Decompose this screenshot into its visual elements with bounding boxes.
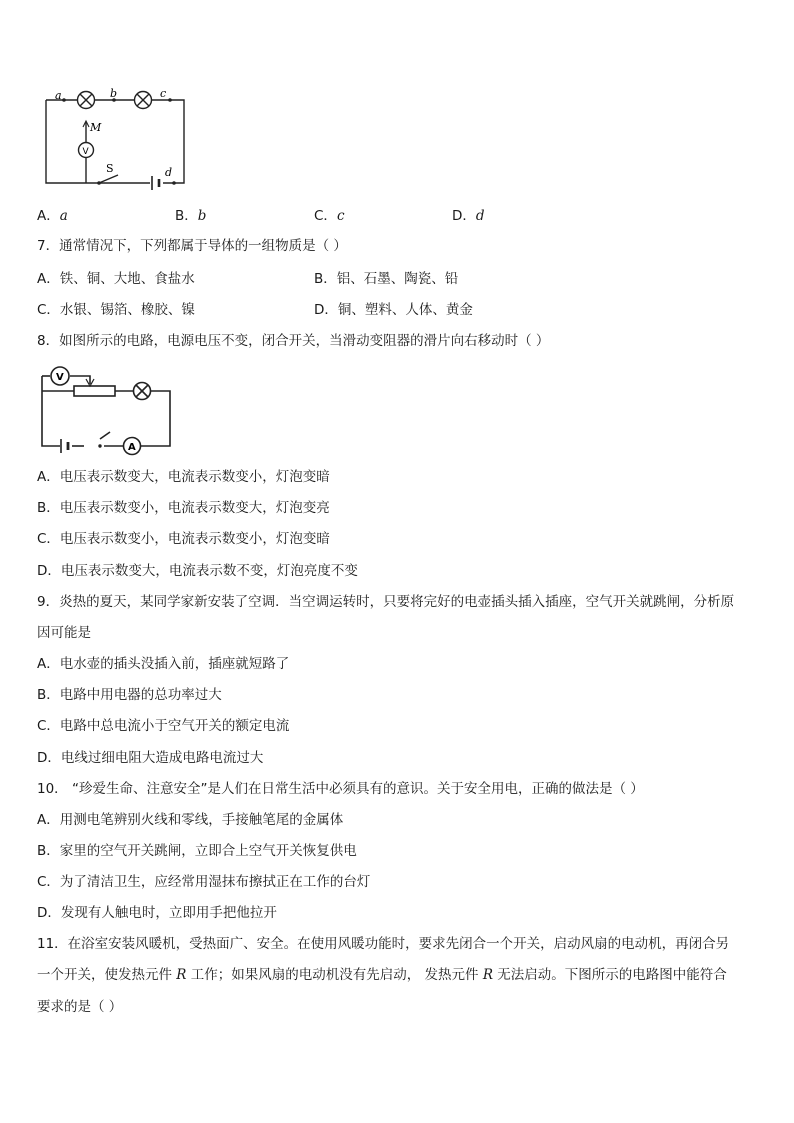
q9-option-c[interactable]: C．电路中总电流小于空气开关的额定电流 — [37, 718, 290, 734]
q11-line2-part2: 工作；如果风扇的电动机没有先启动， 发热元件 — [186, 967, 483, 983]
q10-option-b[interactable]: B．家里的空气开关跳闸，立即合上空气开关恢复供电 — [37, 843, 357, 859]
q8-stem: 8．如图所示的电路，电源电压不变，闭合开关，当滑动变阻器的滑片向右移动时（ ） — [37, 333, 550, 349]
q7-option-a[interactable]: A．铁、铜、大地、食盐水 — [37, 271, 195, 287]
q8-option-b[interactable]: B．电压表示数变小，电流表示数变大，灯泡变亮 — [37, 500, 330, 516]
option-letter: D． — [452, 208, 476, 224]
q7-option-d[interactable]: D．铜、塑料、人体、黄金 — [314, 302, 473, 318]
q7-option-b[interactable]: B．铝、石墨、陶瓷、铅 — [314, 271, 459, 287]
q11-stem-line-1: 11．在浴室安装风暖机，受热面广、安全。在使用风暖功能时，要求先闭合一个开关，启动风扇的电动机，再闭合另 — [37, 936, 730, 952]
q8-option-a[interactable]: A．电压表示数变大，电流表示数变小，灯泡变暗 — [37, 469, 330, 485]
q6-circuit-diagram — [38, 88, 198, 190]
q6-option-b[interactable] — [175, 207, 206, 225]
fig6-label-V: V — [82, 147, 89, 157]
q9-option-a[interactable]: A．电水壶的插头没插入前，插座就短路了 — [37, 656, 290, 672]
option-value: b — [197, 208, 207, 224]
q6-option-d[interactable] — [452, 207, 485, 225]
fig6-label-c: c — [160, 88, 167, 100]
q9-option-d[interactable]: D．电线过细电阻大造成电路电流过大 — [37, 750, 264, 766]
q7-option-c[interactable]: C．水银、锡箔、橡胶、镍 — [37, 302, 195, 318]
fig8-label-V: V — [56, 372, 64, 383]
option-letter: A． — [37, 208, 60, 224]
q8-option-c[interactable]: C．电压表示数变小，电流表示数变小，灯泡变暗 — [37, 531, 330, 547]
option-value: c — [336, 208, 345, 224]
fig6-label-S: S — [106, 162, 114, 175]
fig6-label-M: M — [90, 121, 102, 134]
option-value: a — [59, 208, 68, 224]
fig8-label-A: A — [128, 442, 136, 453]
q10-option-d[interactable]: D．发现有人触电时，立即用手把他拉开 — [37, 905, 277, 921]
fig6-label-a: a — [55, 89, 62, 102]
q7-stem: 7．通常情况下，下列都属于导体的一组物质是（ ） — [37, 238, 347, 254]
fig6-label-b: b — [110, 88, 118, 100]
q11-symbol-r: R — [176, 967, 187, 983]
q11-stem-line-2 — [37, 966, 727, 984]
fig6-label-d: d — [165, 166, 173, 179]
q10-option-a[interactable]: A．用测电笔辨别火线和零线，手接触笔尾的金属体 — [37, 812, 344, 828]
q9-stem-line-1: 9．炎热的夏天，某同学家新安装了空调．当空调运转时，只要将完好的电壶插头插入插座，空气开关就跳闸，分析原 — [37, 594, 735, 610]
q9-option-b[interactable]: B．电路中用电器的总功率过大 — [37, 687, 222, 703]
option-letter: B． — [175, 208, 198, 224]
q6-option-a[interactable] — [37, 207, 68, 225]
q11-line2-part1: 一个开关，使发热元件 — [37, 967, 177, 983]
q10-stem: 10． “珍爱生命、注意安全”是人们在日常生活中必须具有的意识。关于安全用电，正确的做法是（ ） — [37, 781, 644, 797]
q8-circuit-diagram — [38, 360, 176, 458]
q11-stem-line-3: 要求的是（ ） — [37, 999, 123, 1015]
q9-stem-line-2: 因可能是 — [37, 625, 91, 641]
q8-option-d[interactable]: D．电压表示数变大，电流表示数不变，灯泡亮度不变 — [37, 563, 358, 579]
option-value: d — [475, 208, 485, 224]
option-letter: C． — [314, 208, 337, 224]
q11-line2-part3: 无法启动。下图所示的电路图中能符合 — [493, 967, 727, 983]
q11-symbol-r: R — [482, 967, 494, 983]
q10-option-c[interactable]: C．为了清洁卫生，应经常用湿抹布擦拭正在工作的台灯 — [37, 874, 371, 890]
q6-option-c[interactable] — [314, 207, 345, 225]
